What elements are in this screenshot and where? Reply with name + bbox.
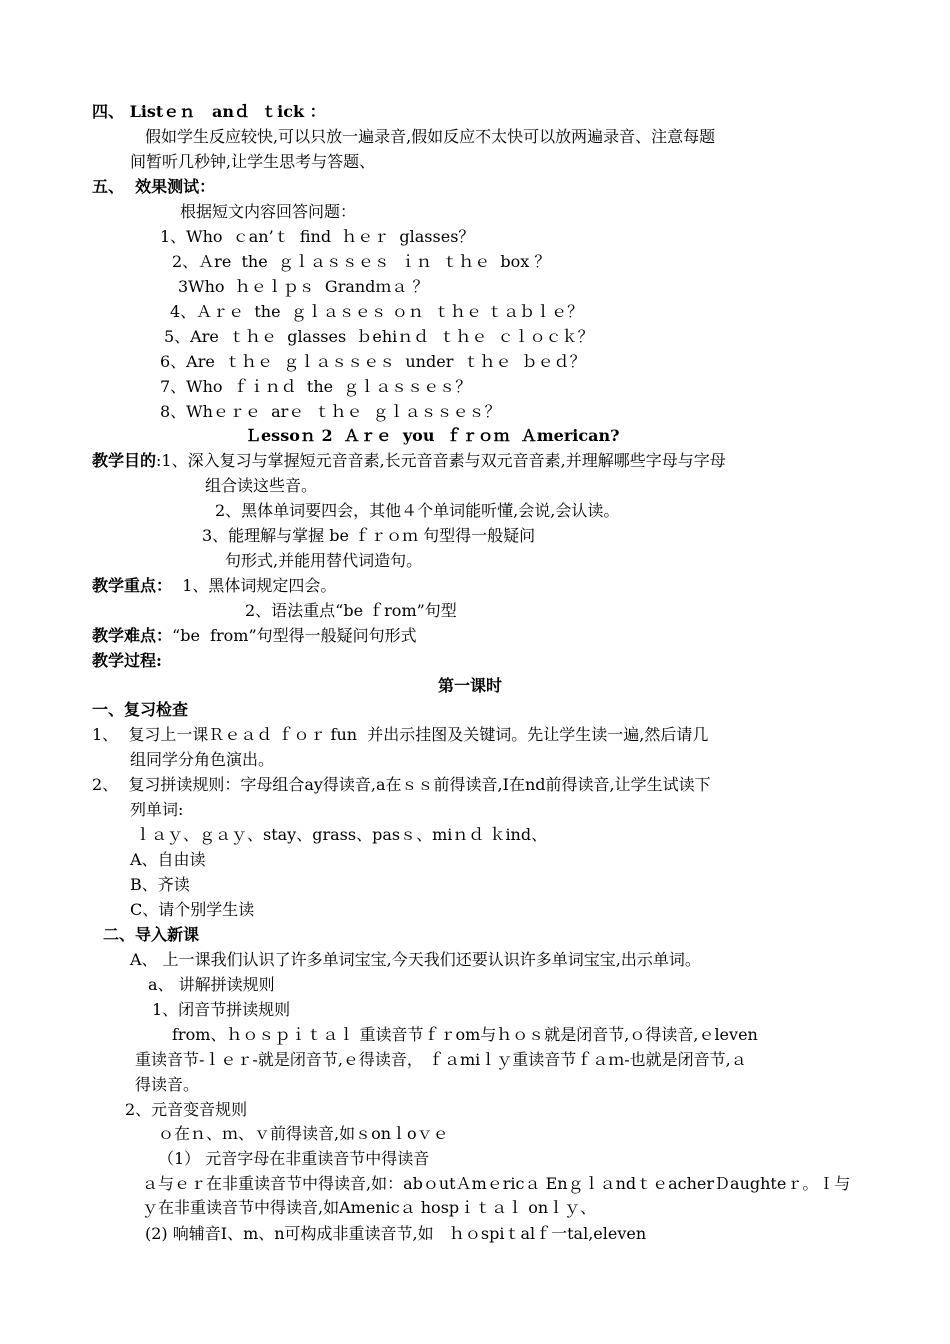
difficult-points-line: 教学难点：“be from”句型得一般疑问句形式 [92,626,417,645]
section-heading-new-lesson: 二、导入新课 [103,925,200,944]
section-heading-listen-tick: 四、 Listｅｎ anｄ ｔick ： [92,102,326,121]
question-2: 2、Ａre the ｇｌａｓｓｅｓ ｉｎ ｔｈｅ box ？ [172,252,551,271]
paragraph-line: A、 上一课我们认识了许多单词宝宝,今天我们还要认识许多单词宝宝,出示单词。 [130,950,701,969]
key-points-line: 教学重点： 1、黑体词规定四会。 [92,576,337,595]
paragraph-line: 列单词: [130,800,184,819]
word-list: ｌａｙ、ｇａｙ、stay、grass、pasｓ、miｎｄ ｋind、 [135,825,548,844]
paragraph-line: （1） 元音字母在非重读音节中得读音 [158,1149,430,1168]
paragraph-line: 组同学分角色演出。 [130,750,275,769]
paragraph-line: 得读音。 [135,1075,200,1094]
question-6: 6、Are ｔｈｅ ｇｌａｓｓｅｓ under ｔｈｅ ｂｅｄ？ [160,352,586,371]
paragraph-line: (2) 响辅音I、m、n可构成非重读音节,如 ｈｏspiｔalｆ一tal,eleven [145,1224,647,1243]
teaching-goal-2: 2、黑体单词要四会，其他４个单词能听懂,会说,会认读。 [215,501,620,520]
paragraph-line: 2、元音变音规则 [125,1100,248,1119]
list-item: C、请个别学生读 [130,900,255,919]
question-8: 8、Whｅｒｅ arｅ ｔｈｅ ｇｌａｓｓｅｓ？ [160,402,501,421]
section-heading-review: 一、复习检查 [92,700,189,719]
list-item: A、自由读 [130,850,206,869]
paragraph-line: 1、闭音节拼读规则 [152,1000,291,1019]
teaching-process-heading: 教学过程: [92,651,162,670]
question-5: 5、Are ｔｈｅ glasses ｂehiｎｄ ｔｈｅ ｃｌｏｃｋ？ [164,327,594,346]
question-1: 1、Who ｃan’ｔ find ｈｅｒ glasses？ [160,227,475,246]
paragraph-line: ｏ在ｎ、ｍ、ｖ前得读音,如ｓonｌoｖｅ [158,1124,449,1143]
question-3: 3Who ｈｅｌｐｓ Grandｍａ ？ [178,277,429,296]
paragraph-line: a、 讲解拼读规则 [148,975,275,994]
review-item-1: 1、 复习上一课Ｒｅａｄ ｆｏｒ fun 并出示挂图及关键词。先让学生读一遍,然后请几 [92,725,709,744]
paragraph-line: from、ｈｏｓｐｉｔａｌ 重读音节ｆｒom与ｈｏｓ就是闭音节,ｏ得读音,ｅleven [172,1025,758,1044]
list-item: B、齐读 [130,875,190,894]
paragraph-line: 重读音节-ｌｅｒ-就是闭音节,ｅ得读音， ｆａmiｌｙ重读音节ｆａｍ-也就是闭音节,ａ [135,1050,747,1069]
instruction-line: 根据短文内容回答问题： [180,202,357,221]
section-heading-effect-test: 五、 效果测试： [92,177,216,196]
paragraph-line: 间暂听几秒钟,让学生思考与答题、 [130,152,376,171]
paragraph-line: ａ与ｅｒ在非重读音节中得读音,如：abｏutＡmｅricａ EnｇｌａndｔｅacherＤaughteｒ。Ｉ与ｙ在非重读音节中得读音,如Amenicａ hospｉｔａｌ onｌｙ、 [142,1174,851,1217]
review-item-2: 2、 复习拼读规则：字母组合ay得读音,a在ｓｓ前得读音,I在nd前得读音,让学生试读下 [92,775,711,794]
key-point-2: 2、语法重点“be ｆrom”句型 [245,601,457,620]
question-7: 7、Who ｆｉｎｄ the ｇｌａｓｓｅｓ？ [160,377,472,396]
paragraph-line: 句形式,并能用替代词造句。 [225,551,423,570]
teaching-goal-3: 3、能理解与掌握 be ｆｒｏｍ 句型得一般疑问 [202,526,536,545]
paragraph-line: 假如学生反应较快,可以只放一遍录音,假如反应不太快可以放两遍录音、注意每题 [145,127,716,146]
teaching-goals-line: 教学目的:1、深入复习与掌握短元音音素,长元音音素与双元音音素,并理解哪些字母与字母 [92,451,726,470]
first-period-heading: 第一课时 [438,676,503,695]
paragraph-line: 组合读这些音。 [205,476,318,495]
lesson-title: Ｌessoｎ 2 Ａｒｅ you ｆｒｏｍ Ａmerican? [245,426,620,445]
question-4: 4、Ａｒｅ the ｇｌａｓｅｓ ｏｎ ｔｈｅ ｔａｂｌｅ？ [170,302,584,321]
